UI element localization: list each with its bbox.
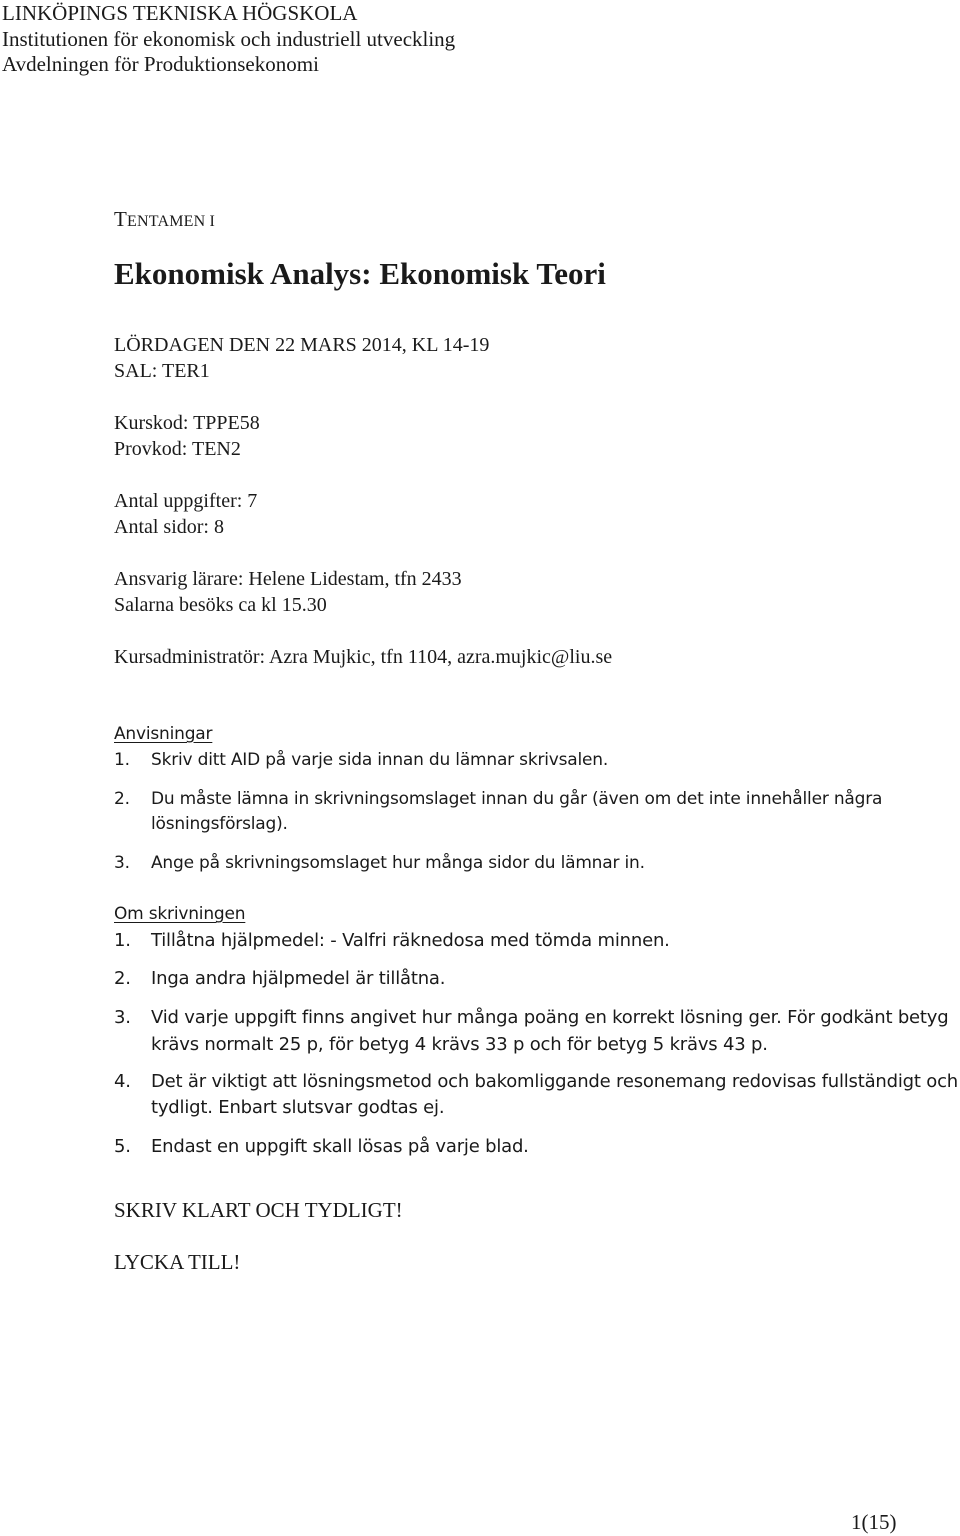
department-name: Institutionen för ekonomisk och industriell utveckling <box>2 27 456 51</box>
exam-code: Provkod: TEN2 <box>114 438 241 460</box>
rule-text-continued: tydligt. Enbart slutsvar godtas ej. <box>151 1097 445 1118</box>
page-number: 1(15) <box>851 1510 897 1534</box>
institution-name: LINKÖPINGS TEKNISKA HÖGSKOLA <box>2 1 358 25</box>
good-luck-notice: LYCKA TILL! <box>114 1250 241 1274</box>
instruction-number: 2. <box>114 789 130 809</box>
rule-text: Tillåtna hjälpmedel: - Valfri räknedosa med tömda minnen. <box>151 930 670 951</box>
rule-number: 5. <box>114 1136 131 1157</box>
instruction-number: 3. <box>114 853 130 873</box>
page-title: Ekonomisk Analys: Ekonomisk Teori <box>114 256 606 291</box>
rule-text: Vid varje uppgift finns angivet hur många poäng en korrekt lösning ger. För godkänt betyg <box>151 1007 949 1028</box>
rule-number: 4. <box>114 1071 131 1092</box>
course-administrator: Kursadministratör: Azra Mujkic, tfn 1104, azra.mujkic@liu.se <box>114 646 613 668</box>
instruction-text-continued: lösningsförslag). <box>151 814 288 834</box>
task-count: Antal uppgifter: 7 <box>114 490 258 512</box>
course-code: Kurskod: TPPE58 <box>114 412 260 434</box>
rule-number: 3. <box>114 1007 131 1028</box>
instructions-heading: Anvisningar <box>114 724 213 744</box>
exam-label-initial: T <box>114 207 128 231</box>
rule-number: 1. <box>114 930 131 951</box>
instruction-text: Ange på skrivningsomslaget hur många sidor du lämnar in. <box>151 853 645 873</box>
instruction-number: 1. <box>114 750 130 770</box>
rule-text: Endast en uppgift skall lösas på varje blad. <box>151 1136 529 1157</box>
page-count: Antal sidor: 8 <box>114 516 224 538</box>
exam-label <box>114 207 215 232</box>
write-clearly-notice: SKRIV KLART OCH TYDLIGT! <box>114 1198 403 1222</box>
instruction-text: Du måste lämna in skrivningsomslaget innan du går (även om det inte innehåller några <box>151 789 883 809</box>
rule-text: Inga andra hjälpmedel är tillåtna. <box>151 968 446 989</box>
exam-label-rest: ENTAMEN I <box>127 213 216 230</box>
responsible-teacher: Ansvarig lärare: Helene Lidestam, tfn 2433 <box>114 568 462 590</box>
rule-text: Det är viktigt att lösningsmetod och bakomliggande resonemang redovisas fullständigt och <box>151 1071 958 1092</box>
rule-text-continued: krävs normalt 25 p, för betyg 4 krävs 33 p och för betyg 5 krävs 43 p. <box>151 1034 768 1055</box>
visit-time: Salarna besöks ca kl 15.30 <box>114 594 327 616</box>
rule-number: 2. <box>114 968 131 989</box>
exam-date: LÖRDAGEN DEN 22 MARS 2014, KL 14-19 <box>114 334 490 356</box>
instruction-text: Skriv ditt AID på varje sida innan du lämnar skrivsalen. <box>151 750 609 770</box>
exam-info-heading: Om skrivningen <box>114 904 246 924</box>
exam-room: SAL: TER1 <box>114 360 210 382</box>
division-name: Avdelningen för Produktionsekonomi <box>2 52 319 76</box>
